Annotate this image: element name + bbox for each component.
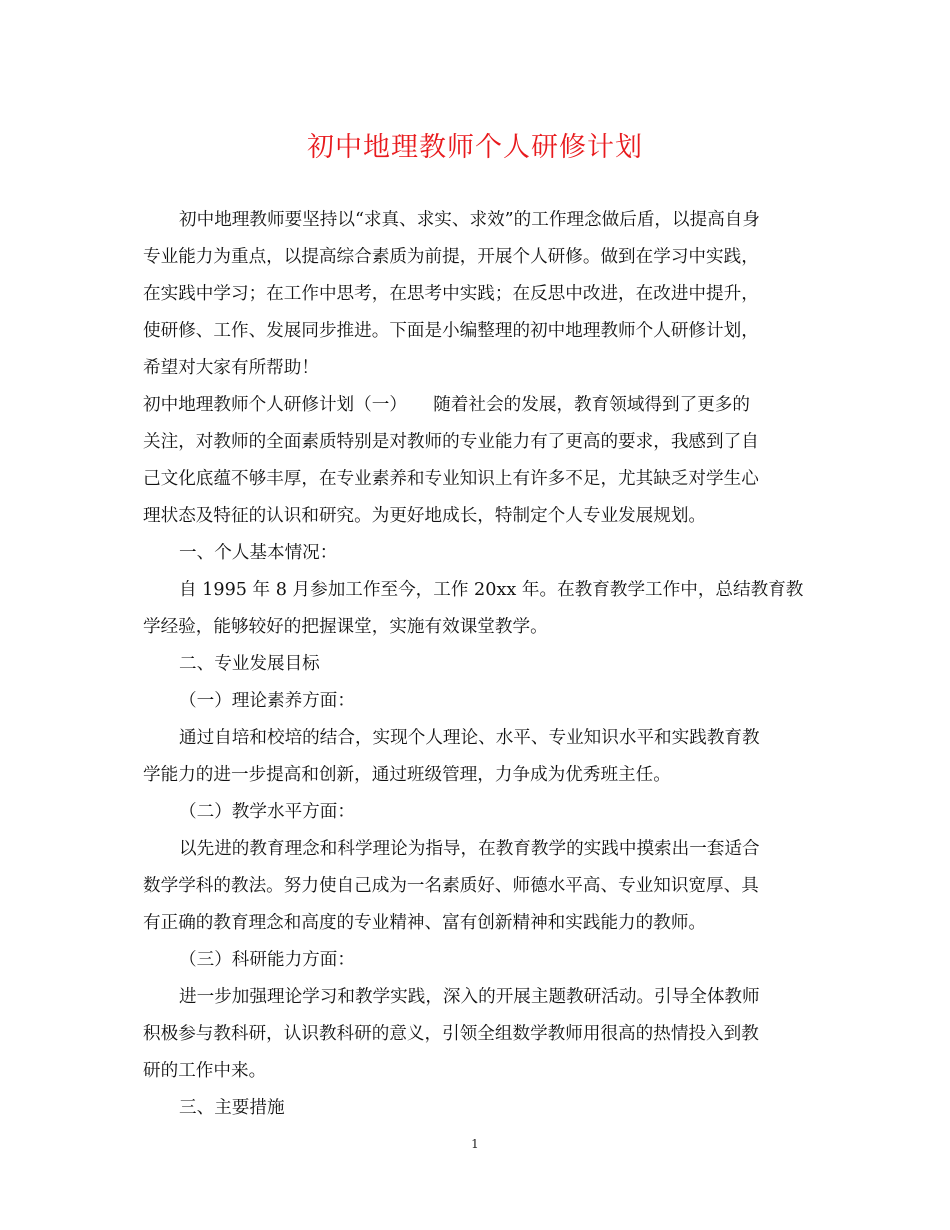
body-line: 学经验，能够较好的把握课堂，实施有效课堂教学。: [143, 617, 548, 637]
body-line: 希望对大家有所帮助！: [143, 358, 319, 378]
subsection-heading: （三）科研能力方面：: [179, 950, 355, 970]
body-line: 学能力的进一步提高和创新，通过班级管理，力争成为优秀班主任。: [143, 765, 671, 785]
section-heading: 二、专业发展目标: [179, 654, 320, 674]
body-line: 以先进的教育理念和科学理论为指导，在教育教学的实践中摸索出一套适合: [179, 839, 760, 859]
document-title: 初中地理教师个人研修计划: [307, 132, 643, 163]
body-line: 初中地理教师个人研修计划（一） 随着社会的发展，教育领域得到了更多的: [143, 395, 750, 415]
body-line: 己文化底蕴不够丰厚，在专业素养和专业知识上有许多不足，尤其缺乏对学生心: [143, 469, 759, 489]
body-line: 使研修、工作、发展同步推进。下面是小编整理的初中地理教师个人研修计划，: [143, 321, 759, 341]
body-line: 专业能力为重点，以提高综合素质为前提，开展个人研修。做到在学习中实践，: [143, 247, 759, 267]
section-heading: 一、个人基本情况：: [179, 543, 338, 563]
body-line: 数学学科的教法。努力使自己成为一名素质好、师德水平高、专业知识宽厚、具: [143, 876, 759, 896]
section-heading: 三、主要措施: [179, 1098, 285, 1118]
body-line: 进一步加强理论学习和教学实践，深入的开展主题教研活动。引导全体教师: [179, 987, 760, 1007]
body-line: 研的工作中来。: [143, 1061, 267, 1081]
body-line: 积极参与教科研，认识教科研的意义，引领全组数学教师用很高的热情投入到教: [143, 1024, 759, 1044]
body-line: 关注，对教师的全面素质特别是对教师的专业能力有了更高的要求，我感到了自: [143, 432, 759, 452]
body-line: 通过自培和校培的结合，实现个人理论、水平、专业知识水平和实践教育教: [179, 728, 760, 748]
subsection-heading: （二）教学水平方面：: [179, 802, 355, 822]
document-body: [143, 202, 811, 1127]
body-line: 有正确的教育理念和高度的专业精神、富有创新精神和实践能力的教师。: [143, 913, 707, 933]
subsection-heading: （一）理论素养方面：: [179, 691, 355, 711]
body-line: 自 1995 年 8 月参加工作至今，工作 20xx 年。在教育教学工作中，总结教育教: [179, 580, 804, 600]
body-line: 初中地理教师要坚持以“求真、求实、求效”的工作理念做后盾，以提高自身: [179, 210, 760, 230]
body-line: 在实践中学习；在工作中思考，在思考中实践；在反思中改进，在改进中提升，: [143, 284, 759, 304]
body-line: 理状态及特征的认识和研究。为更好地成长，特制定个人专业发展规划。: [143, 506, 707, 526]
page-number: 1: [471, 1137, 479, 1151]
